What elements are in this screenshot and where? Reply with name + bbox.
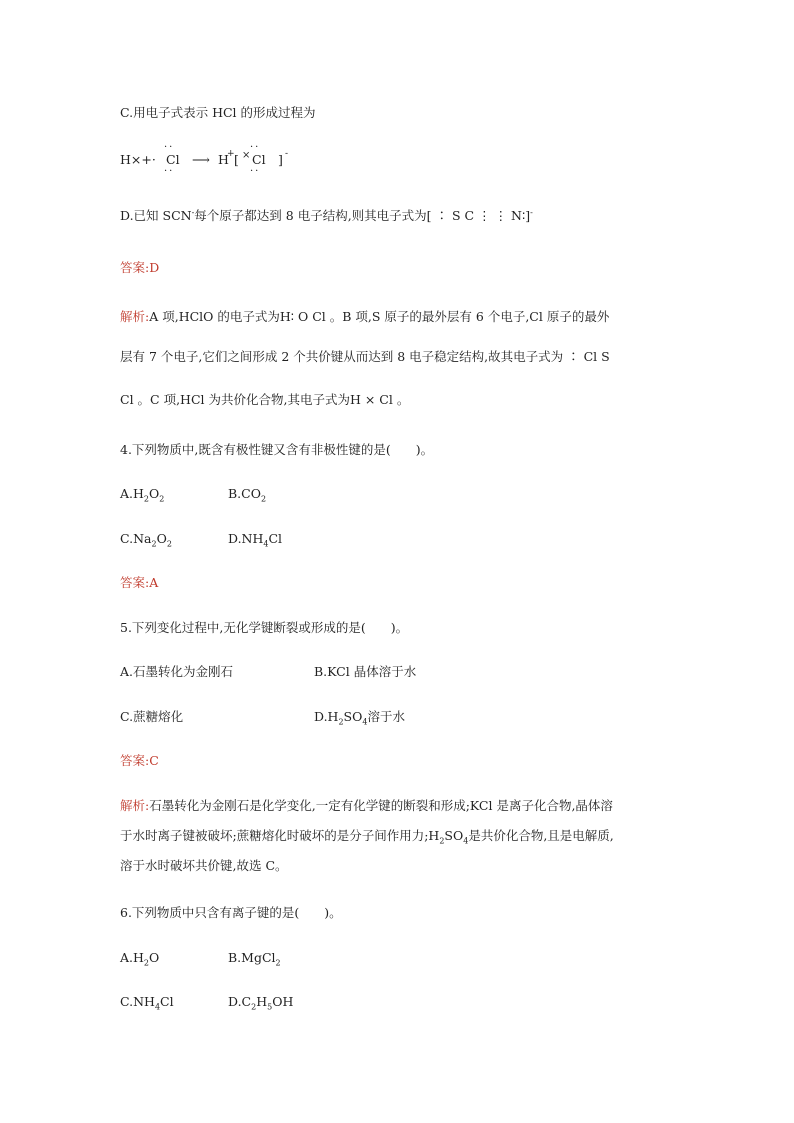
analysis-5-line1	[120, 796, 613, 816]
analysis-5-line2	[120, 826, 614, 846]
q4-b-sub1: 2	[260, 494, 267, 504]
q4-c-sub1: 2	[151, 539, 157, 549]
q4-d-sub1: 4	[263, 539, 269, 549]
eq-plus-charge: +	[227, 149, 235, 159]
analysis-5-l2-sub1: 2	[439, 836, 445, 846]
electron-formula-hcl-formation	[120, 142, 420, 177]
question-5-options-row1	[120, 662, 416, 682]
q6-c-pre: C.NH	[120, 994, 155, 1009]
q4-option-b	[228, 484, 266, 504]
item-c-label: C.用电子式表示 HCl 的形成过程为	[120, 105, 316, 120]
q6-d-end: OH	[272, 994, 294, 1009]
electron-dots-top-2: ··	[250, 142, 261, 153]
question-6-stem: 6.下列物质中只含有离子键的是( )。	[120, 905, 342, 920]
q4-option-c	[120, 529, 228, 549]
q6-b-pre: B.MgCl	[228, 950, 276, 965]
analysis-5-l2-pre: 于水时离子键被破坏;蔗糖熔化时破坏的是分子间作用力;H	[120, 828, 440, 843]
analysis-5-line3: 溶于水时破坏共价键,故选 C。	[120, 858, 288, 873]
electron-dots-bottom: ··	[164, 166, 175, 177]
q4-a-sub1: 2	[143, 494, 149, 504]
q6-a-sub: 2	[143, 958, 149, 968]
q4-d-pre: D.NH	[228, 531, 264, 546]
q5-option-c: C.蔗糖熔化	[120, 709, 184, 724]
q4-option-d	[228, 529, 282, 549]
question-6-options-row2	[120, 992, 293, 1012]
q6-a-pre: A.H	[120, 950, 144, 965]
q5-d-sub2: 4	[362, 717, 368, 727]
item-d-sup: -	[191, 207, 195, 217]
q6-c-sub: 4	[154, 1002, 161, 1012]
q6-d-sub1: 2	[251, 1002, 257, 1012]
q5-option-a: A.石墨转化为金刚石	[120, 664, 234, 679]
analysis-3-text1: A 项,HClO 的电子式为H∶ O Cl 。B 项,S 原子的最外层有 6 个电子,Cl 原子的最外	[149, 309, 610, 324]
q6-option-d	[228, 992, 293, 1012]
q5-d-sub1: 2	[338, 717, 344, 727]
q5-option-b: B.KCl 晶体溶于水	[314, 664, 417, 679]
q6-option-a	[120, 948, 228, 968]
analysis-5-text1: 石墨转化为金刚石是化学变化,一定有化学键的断裂和形成;KCl 是离子化合物,晶体溶	[149, 798, 613, 813]
q5-d-end: 溶于水	[367, 709, 405, 724]
q5-option-d	[314, 707, 405, 727]
electron-dots-top: ··	[164, 142, 175, 153]
eq-cl-atom: Cl	[166, 152, 180, 167]
eq-bracket-close: ]	[278, 152, 283, 167]
q4-b-pre: B.CO	[228, 486, 261, 501]
q5-d-mid: SO	[343, 709, 363, 724]
q4-option-a	[120, 484, 228, 504]
q6-option-b	[228, 948, 281, 968]
eq-h-ion: H	[218, 152, 229, 167]
analysis-3-line2: 层有 7 个电子,它们之间形成 2 个共价键从而达到 8 电子稳定结构,故其电子式为 ∶ Cl S	[120, 349, 610, 364]
q6-d-pre: D.C	[228, 994, 252, 1009]
q6-option-c	[120, 992, 228, 1012]
q6-d-sub2: 5	[267, 1002, 273, 1012]
eq-arrow: ⟶	[192, 152, 210, 167]
q4-d-mid: Cl	[268, 531, 283, 546]
question-5-options-row2	[120, 707, 405, 727]
question-6-options-row1	[120, 948, 281, 968]
eq-x-electron: ×	[242, 150, 251, 161]
eq-h-atom: H×+·	[120, 152, 156, 167]
q5-d-pre: D.H	[314, 709, 339, 724]
electron-dots-bottom-2: ··	[250, 166, 261, 177]
analysis-5-l2-sub2: 4	[463, 836, 469, 846]
item-d-text: D.已知 SCN	[120, 208, 192, 223]
analysis-5-label: 解析:	[120, 798, 150, 813]
eq-bracket-open: [	[234, 152, 239, 167]
q4-a-pre: A.H	[120, 486, 144, 501]
answer-4: 答案:A	[120, 575, 159, 590]
question-5-stem: 5.下列变化过程中,无化学键断裂或形成的是( )。	[120, 620, 409, 635]
answer-3: 答案:D	[120, 260, 160, 275]
hcl-formation-equation	[120, 142, 420, 177]
analysis-3-label: 解析:	[120, 309, 150, 324]
q4-a-mid: O	[149, 486, 160, 501]
eq-minus-charge: -	[285, 149, 289, 159]
question-4-stem: 4.下列物质中,既含有极性键又含有非极性键的是( )。	[120, 442, 434, 457]
question-4-options-row1	[120, 484, 266, 504]
q6-d-mid: H	[256, 994, 268, 1009]
analysis-3-line1	[120, 307, 609, 327]
item-d-text2: 每个原子都达到 8 电子结构,则其电子式为[ ∶ S C ⋮ ⋮ N∶]	[194, 208, 531, 223]
analysis-5-l2-mid: SO	[444, 828, 464, 843]
question-4-options-row2	[120, 529, 282, 549]
q6-c-end: Cl	[160, 994, 174, 1009]
item-d-sup2: -	[530, 207, 533, 217]
q4-a-sub2: 2	[159, 494, 165, 504]
analysis-5-l2-end: 是共价化合物,且是电解质,	[468, 828, 614, 843]
q4-c-pre: C.Na	[120, 531, 152, 546]
eq-cl-ion: Cl	[252, 152, 266, 167]
q6-a-end: O	[149, 950, 160, 965]
answer-5: 答案:C	[120, 753, 159, 768]
q6-b-sub: 2	[275, 958, 281, 968]
analysis-3-line3: Cl 。C 项,HCl 为共价化合物,其电子式为H × Cl 。	[120, 392, 410, 407]
q4-c-sub2: 2	[166, 539, 172, 549]
q4-c-mid: O	[156, 531, 167, 546]
item-d	[120, 206, 533, 226]
